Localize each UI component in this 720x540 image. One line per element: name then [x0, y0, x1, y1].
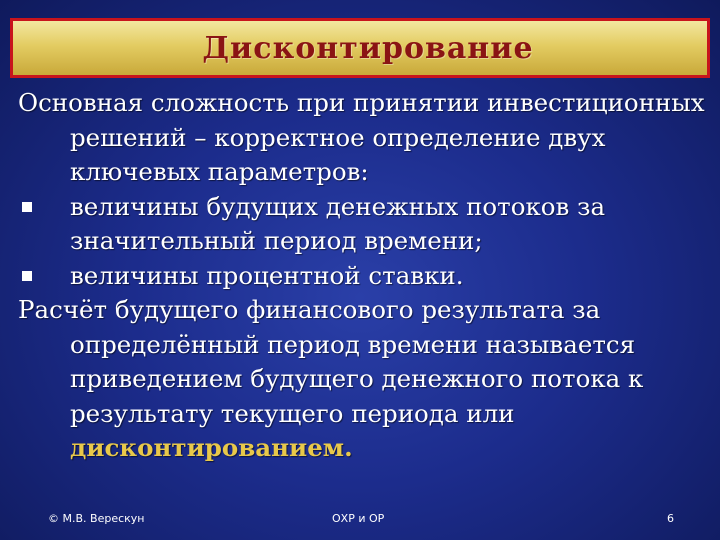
conclusion-text: Расчёт будущего финансового результата за определённый период времени называется приведением будущего денежного потока к результату текущего периода или: [18, 295, 644, 428]
square-bullet-icon: [22, 271, 32, 281]
page-number: 6: [667, 512, 674, 525]
footer-author: © М.В. Верескун: [48, 512, 145, 525]
bullet-text: величины процентной ставки.: [70, 260, 464, 290]
square-bullet-icon: [22, 202, 32, 212]
bullet-item: [18, 259, 708, 294]
slide-title: Дисконтирование: [202, 30, 534, 66]
footer-course: ОХР и ОР: [332, 512, 385, 525]
highlighted-term: дисконтированием.: [70, 433, 353, 462]
title-banner: [10, 18, 710, 78]
bullet-text: величины будущих денежных потоков за значительный период времени;: [70, 191, 606, 255]
bullet-item: [18, 190, 708, 259]
conclusion-paragraph: [18, 293, 708, 466]
slide-body: [18, 86, 708, 466]
slide-footer: [0, 512, 720, 532]
intro-paragraph: Основная сложность при принятии инвестиционных решений – корректное определение двух ключевых параметров:: [18, 88, 705, 186]
